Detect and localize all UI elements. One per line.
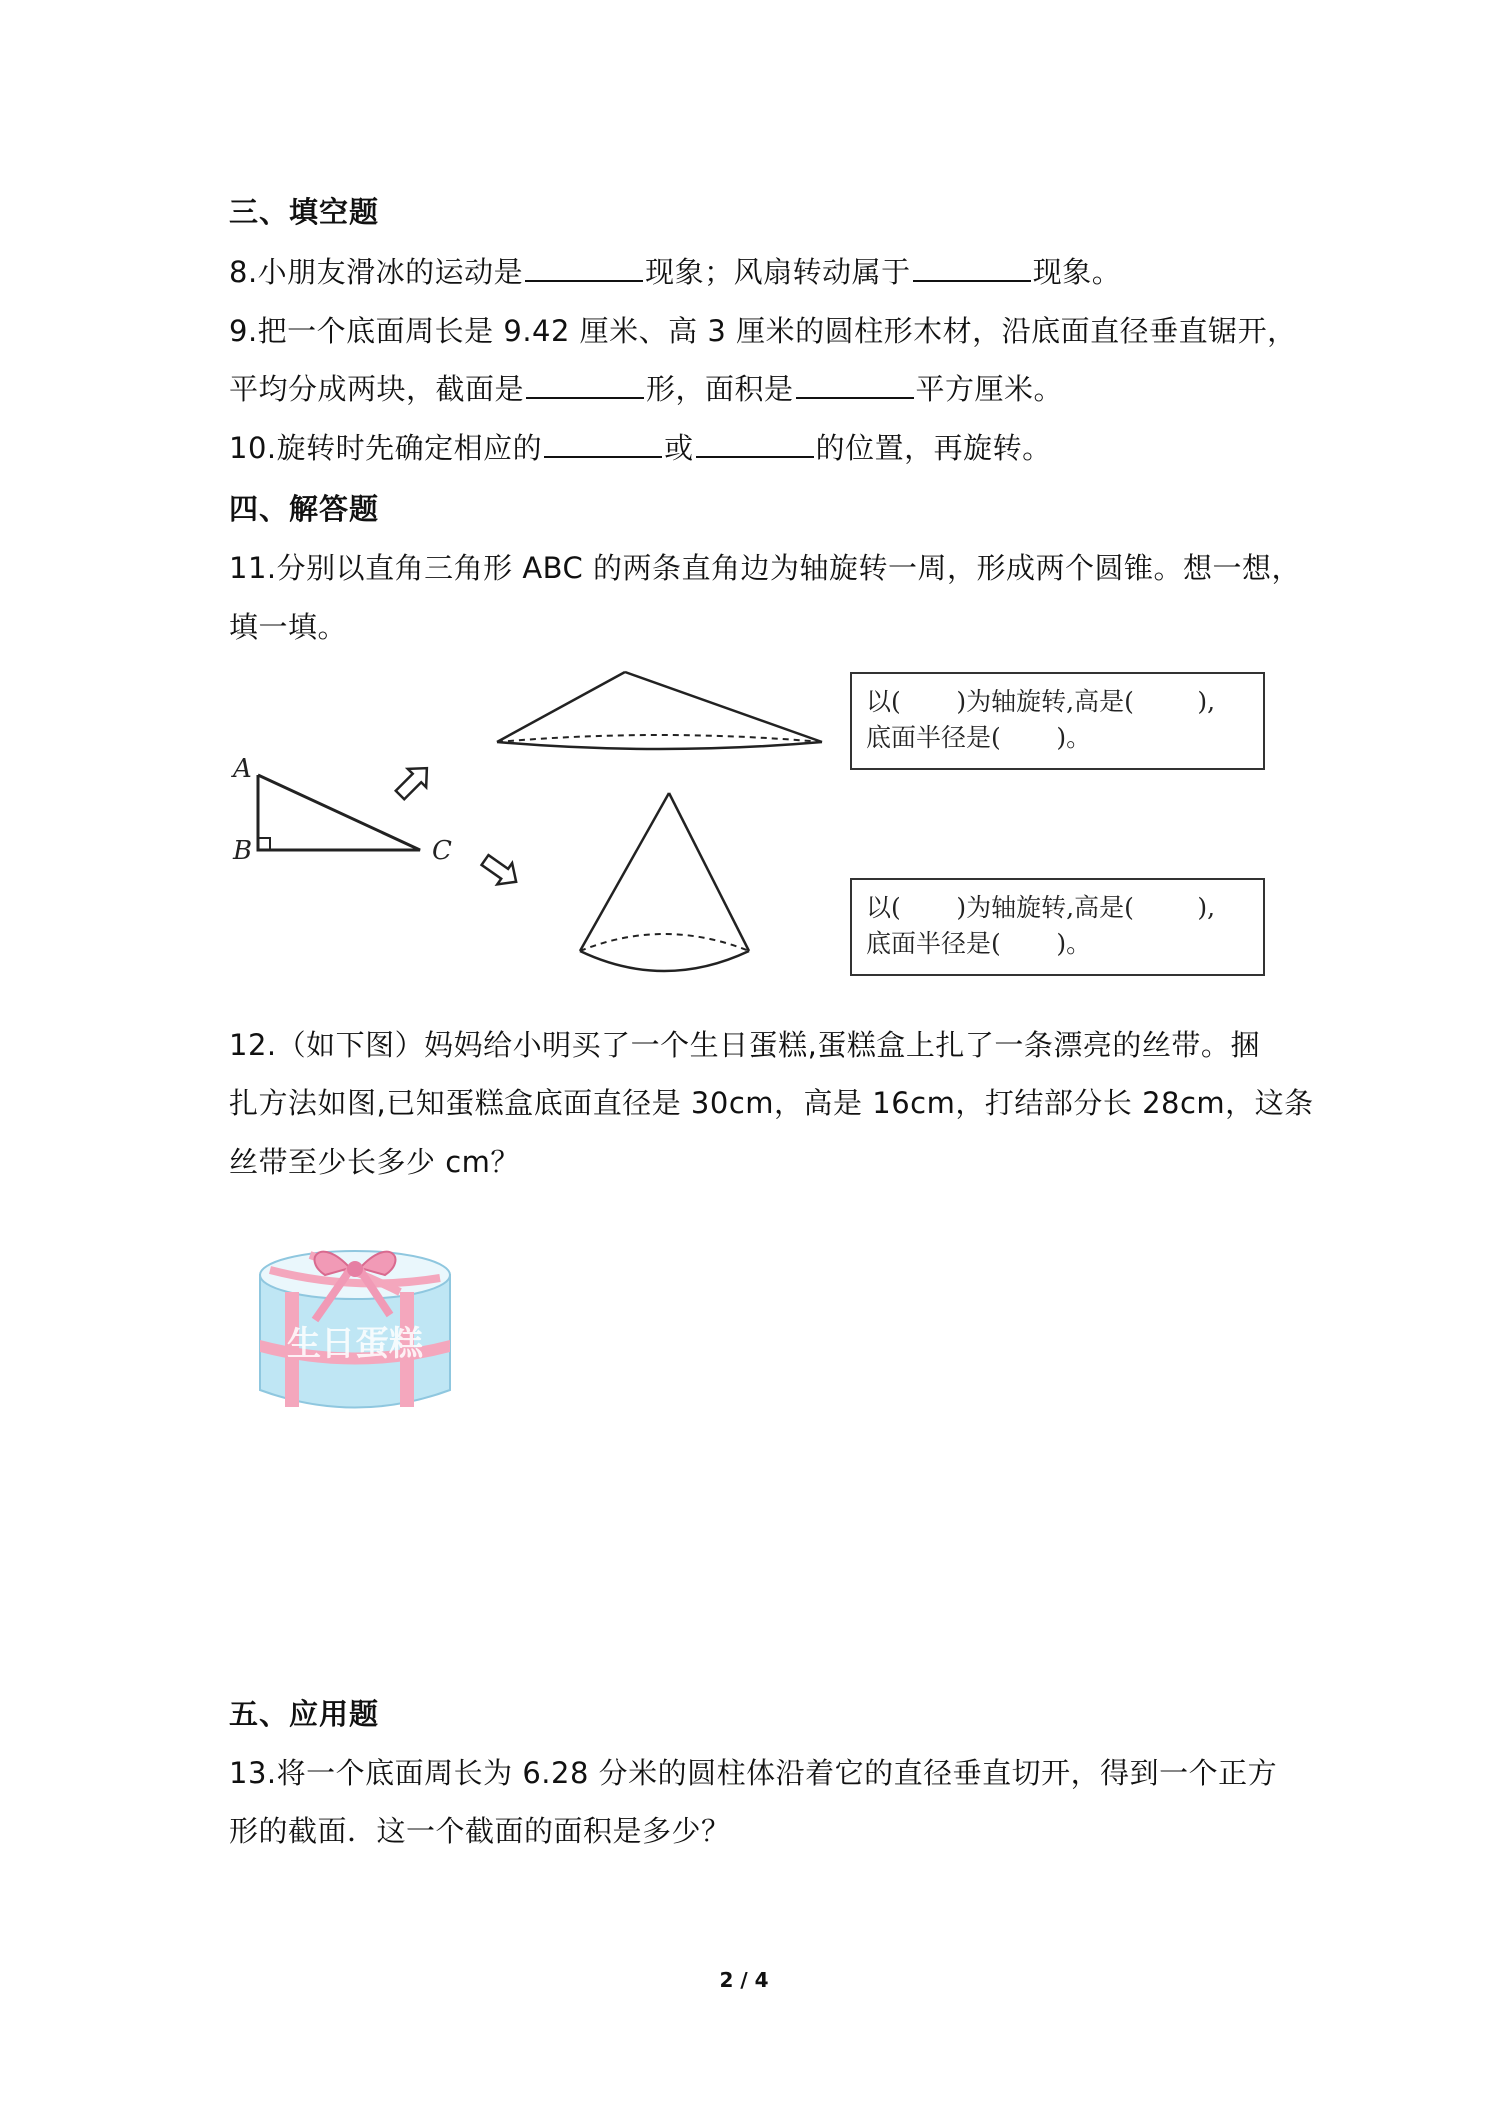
answer-blank[interactable] — [526, 373, 644, 399]
question-12-line3: 丝带至少长多少 cm？ — [229, 1145, 520, 1179]
label-a: A — [233, 754, 252, 784]
page-number: 2 / 4 — [719, 1968, 769, 1992]
answer-box-2: 以( )为轴旋转,高是( ), 底面半径是( )。 — [850, 878, 1265, 976]
answer-box-1: 以( )为轴旋转,高是( ), 底面半径是( )。 — [850, 672, 1265, 770]
question-13-line1: 13.将一个底面周长为 6.28 分米的圆柱体沿着它的直径垂直切开，得到一个正方 — [229, 1756, 1278, 1790]
answer-blank[interactable] — [544, 432, 662, 458]
label-c: C — [432, 836, 452, 866]
question-12-line2: 扎方法如图,已知蛋糕盒底面直径是 30cm，高是 16cm，打结部分长 28cm，这条 — [229, 1086, 1314, 1120]
question-10: 10.旋转时先确定相应的 或 的位置，再旋转。 — [229, 431, 1052, 465]
question-11-line1: 11.分别以直角三角形 ABC 的两条直角边为轴旋转一周，形成两个圆锥。想一想， — [229, 551, 1302, 585]
cake-box-illustration — [250, 1230, 460, 1430]
cake-label: 生日蛋糕 — [287, 1324, 423, 1364]
tall-cone-shape — [580, 793, 749, 971]
question-12-line1: 12.（如下图）妈妈给小明买了一个生日蛋糕,蛋糕盒上扎了一条漂亮的丝带。捆 — [229, 1028, 1260, 1062]
flat-cone-shape — [497, 672, 822, 749]
section-heading-fill-blank: 三、填空题 — [229, 195, 380, 229]
arrow-up-right-icon — [391, 759, 436, 804]
question-13-line2: 形的截面．这一个截面的面积是多少？ — [229, 1814, 731, 1848]
question-11-line2: 填一填。 — [229, 610, 348, 644]
triangle-abc — [258, 775, 420, 850]
answer-blank[interactable] — [525, 256, 643, 282]
answer-blank[interactable] — [696, 432, 814, 458]
question-9-line2: 平均分成两块，截面是 形，面积是 平方厘米。 — [229, 372, 1064, 406]
question-8: 8.小朋友滑冰的运动是 现象；风扇转动属于 现象。 — [229, 255, 1122, 289]
arrow-down-right-icon — [478, 849, 524, 892]
question-9-line1: 9.把一个底面周长是 9.42 厘米、高 3 厘米的圆柱形木材，沿底面直径垂直锯开， — [229, 314, 1297, 348]
label-b: B — [233, 836, 253, 866]
section-heading-answer: 四、解答题 — [229, 492, 380, 526]
answer-blank[interactable] — [796, 373, 914, 399]
section-heading-application: 五、应用题 — [229, 1697, 380, 1731]
answer-blank[interactable] — [913, 256, 1031, 282]
